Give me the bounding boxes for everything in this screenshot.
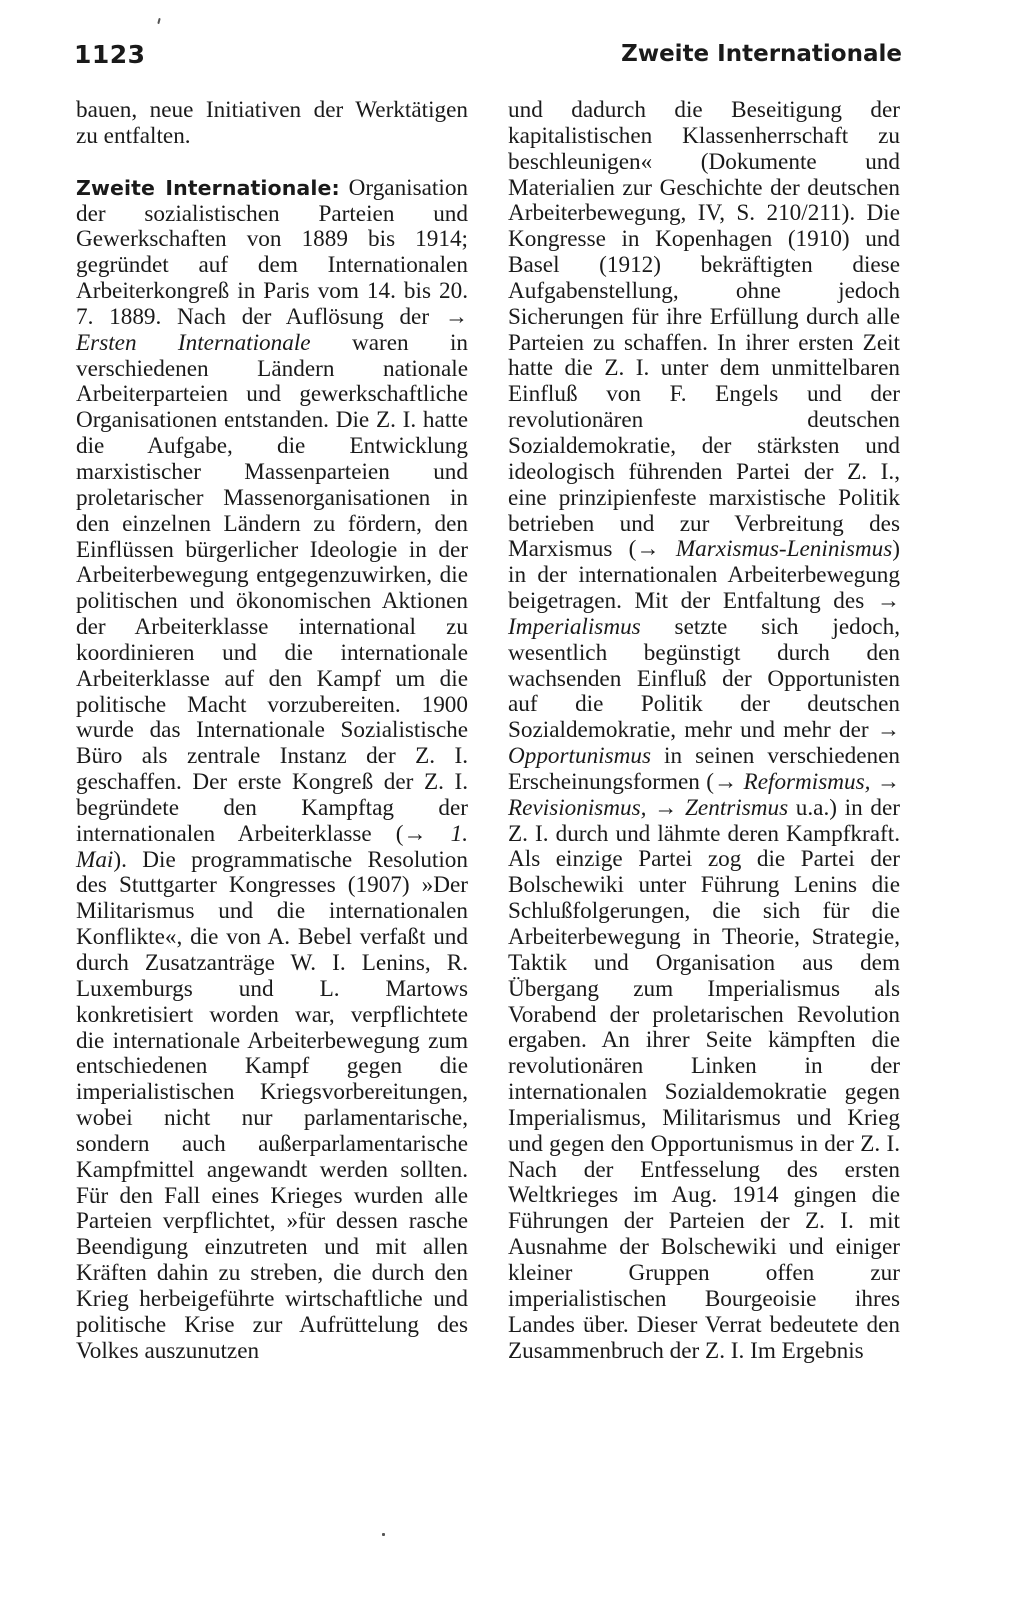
cross-reference-arrow-icon: →	[636, 536, 676, 563]
cross-reference-marxismus-leninismus[interactable]: Marxismus-Leninismus	[675, 536, 893, 563]
left-column	[76, 98, 468, 1365]
cross-reference-arrow-icon: →	[876, 717, 900, 744]
scan-speck	[382, 1533, 385, 1536]
cross-reference-arrow-icon: →	[876, 768, 900, 795]
entry-text: Organisation der sozialistischen Parteien und Gewerkschaften von 1889 bis 1914; gegründet auf dem Internationalen Arbeiterkongreß in Paris vom 14. bis 20. 7. 1889. Nach der Auflösung der	[76, 174, 469, 330]
continuation-paragraph: bauen, neue Initiativen der Werktätigen zu entfalten.	[76, 97, 468, 149]
cross-reference-opportunismus[interactable]: Opportunismus	[508, 743, 652, 770]
entry-continuation-paragraph	[508, 98, 900, 1364]
entry-text: ) in der internationalen Arbeiterbewegung beigetragen. Mit der Entfaltung des	[508, 536, 900, 615]
entry-text: ). Die programmatische Resolution des Stuttgarter Kongresses (1907) »Der Militarismus und die internationalen Konflikte«, die von A. Bebel verfaßt und durch Zusatzanträge W. I. Lenins, R. Luxemburgs und L. Martows konkretisiert worden war, verpflichtete die internationale Arbeiterbewegung zum entschiedenen Kampf gegen die imperialistischen Kriegsvorbereitungen, wobei nicht nur parlamentarische, sondern auch außerparlamentarische Kampfmittel angewandt werden sollten. Für den Fall eines Krieges wurden alle Parteien verpflichtet, »für dessen rasche Beendigung einzutreten und mit allen Kräften dahin zu streben, die durch den Krieg herbeigeführte wirtschaftliche und politische Krise zur Aufrüttelung des Volkes auszunutzen	[76, 846, 468, 1364]
cross-reference-zentrismus[interactable]: Zentrismus	[685, 794, 789, 821]
entry-headword: Zweite Internationale:	[76, 175, 340, 200]
cross-reference-1-mai[interactable]: 1. Mai	[76, 820, 468, 873]
cross-reference-reformismus[interactable]: Reformismus,	[743, 768, 871, 795]
cross-reference-imperialismus[interactable]: Imperialismus	[508, 613, 641, 640]
entry-paragraph	[76, 176, 468, 1365]
right-column	[508, 98, 900, 1364]
cross-reference-revisionismus[interactable]: Revisionismus,	[508, 794, 647, 821]
cross-reference-arrow-icon: →	[444, 303, 468, 330]
running-head: Zweite Internationale	[621, 41, 902, 67]
entry-text	[646, 795, 654, 821]
entry-text: u.a.) in der Z. I. durch und lähmte deren Kampfkraft. Als einzige Partei zog die Partei der Bolschewiki unter Führung Lenins die Schlußfolgerungen, die sich für die Arbeiterbewegung in Theorie, Strategie, Taktik und Organisation aus dem Übergang zum Imperialismus als Vorabend der proletarischen Revolution ergaben. An ihrer Seite kämpften die revolutionären Linken in der internationalen Sozialdemokratie gegen Imperialismus, Militarismus und Krieg und gegen den Opportunismus in der Z. I. Nach der Entfesselung des ersten Weltkrieges im Aug. 1914 gingen die Führungen der Parteien der Z. I. mit Ausnahme der Bolschewiki und einiger kleiner Gruppen offen zur imperialistischen Bourgeoisie ihres Landes über. Dieser Verrat bedeutete den Zusammenbruch der Z. I. Im Ergebnis	[508, 794, 900, 1364]
entry-text: waren in verschiedenen Ländern nationale Arbeiterparteien und gewerkschaftliche Organisationen entstanden. Die Z. I. hatte die Aufgabe, die Entwicklung marxistischer Massenparteien und proletarischer Massenorganisationen in den einzelnen Ländern zu fördern, den Einflüssen bürgerlicher Ideologie in der Arbeiterbewegung entgegenzuwirken, die politischen und ökonomischen Aktionen der Arbeiterklasse international zu koordinieren und die internationale Arbeiterklasse auf den Kampf um die politische Macht vorzubereiten. 1900 wurde das Internationale Sozialistische Büro als zentrale Instanz der Z. I. geschaffen. Der erste Kongreß der Z. I. begründete den Kampftag der internationalen Arbeiterklasse (	[76, 329, 468, 847]
entry-text: setzte sich jedoch, wesentlich begünstigt durch den wachsenden Einfluß der Opportunisten auf die Politik der deutschen Sozialdemokratie, mehr und mehr der	[508, 613, 900, 744]
cross-reference-erste-internationale[interactable]: Ersten Internationale	[76, 329, 311, 356]
cross-reference-arrow-icon: →	[654, 794, 686, 821]
cross-reference-arrow-icon: →	[713, 768, 744, 795]
cross-reference-arrow-icon: →	[876, 588, 900, 615]
page-number: 1123	[74, 40, 146, 69]
entry-text: in seinen verschiedenen Erscheinungsformen (	[508, 743, 900, 795]
scan-speck	[157, 18, 160, 24]
cross-reference-arrow-icon: →	[403, 820, 451, 847]
entry-text: und dadurch die Beseitigung der kapitalistischen Klassenherrschaft zu beschleunigen« (Dokumente und Materialien zur Geschichte der deutschen Arbeiterbewegung, IV, S. 210/211). Die Kongresse in Kopenhagen (1910) und Basel (1912) bekräftigten diese Aufgabenstellung, ohne jedoch Sicherungen für ihre Erfüllung durch alle Parteien zu schaffen. In ihrer ersten Zeit hatte die Z. I. unter dem unmittelbaren Einfluß von F. Engels und der revolutionären deutschen Sozialdemokratie, der stärksten und ideologisch führenden Partei der Z. I., eine prinzipienfeste marxistische Politik betrieben und zur Verbreitung des Marxismus (	[508, 97, 900, 563]
